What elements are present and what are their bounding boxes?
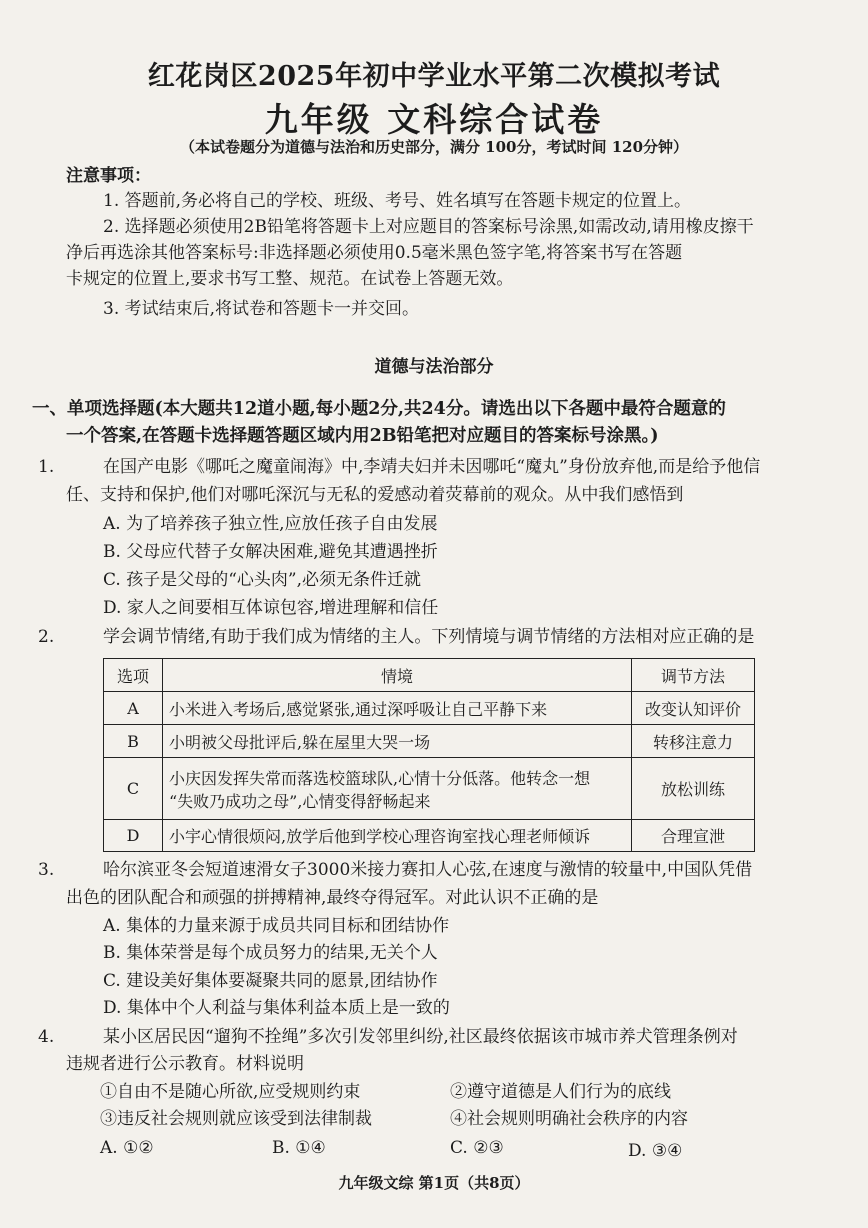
- q2-stem: 学会调节情绪,有助于我们成为情绪的主人。下列情境与调节情绪的方法相对应正确的是: [103, 627, 755, 647]
- q2-number: 2.: [38, 627, 55, 647]
- q2-header-scene: 情境: [163, 659, 632, 692]
- q2-table: [103, 658, 755, 852]
- q1-option-c: C. 孩子是父母的“心头肉”,必须无条件迁就: [103, 570, 421, 590]
- section-title: 道德与法治部分: [374, 357, 494, 377]
- q2-row-c-option: C: [104, 758, 163, 820]
- q4-answer-b: B. ①④: [272, 1138, 326, 1158]
- q1-option-d: D. 家人之间要相互体谅包容,增进理解和信任: [103, 598, 439, 618]
- q4-statement-1: ①自由不是随心所欲,应受规则约束: [100, 1082, 361, 1102]
- q3-option-d: D. 集体中个人利益与集体利益本质上是一致的: [103, 998, 450, 1018]
- q2-row-c-scene-line1: 小庆因发挥失常而落选校篮球队,心情十分低落。他转念一想: [169, 768, 591, 788]
- q1-option-b: B. 父母应代替子女解决困难,避免其遭遇挫折: [103, 542, 438, 562]
- q1-option-a: A. 为了培养孩子独立性,应放任孩子自由发展: [103, 514, 438, 534]
- q3-stem-2: 出色的团队配合和顽强的拼搏精神,最终夺得冠军。对此认识不正确的是: [66, 888, 599, 908]
- q4-answer-d: D. ③④: [628, 1141, 683, 1161]
- q4-statement-2: ②遵守道德是人们行为的底线: [450, 1082, 671, 1102]
- q2-row-b-option: B: [104, 725, 163, 758]
- table-row: [104, 725, 755, 758]
- table-row: [104, 692, 755, 725]
- notice-heading: 注意事项：: [66, 166, 151, 186]
- notice-item-2-cont2: 卡规定的位置上,要求书写工整、规范。在试卷上答题无效。: [66, 269, 514, 289]
- table-row: [104, 758, 755, 820]
- q1-stem-1: 在国产电影《哪吒之魔童闹海》中,李靖夫妇并未因哪吒“魔丸”身份放弃他,而是给予他信: [103, 457, 761, 477]
- q2-row-b-method: 转移注意力: [632, 725, 755, 758]
- q2-row-a-method: 改变认知评价: [632, 692, 755, 725]
- q2-row-d-scene: 小宇心情很烦闷,放学后他到学校心理咨询室找心理老师倾诉: [163, 820, 632, 852]
- notice-item-1: 1. 答题前,务必将自己的学校、班级、考号、姓名填写在答题卡规定的位置上。: [103, 191, 692, 211]
- page-footer: 九年级文综 第1页（共8页）: [338, 1174, 530, 1192]
- q3-option-a: A. 集体的力量来源于成员共同目标和团结协作: [103, 916, 450, 936]
- table-row: [104, 820, 755, 852]
- q4-statement-4: ④社会规则明确社会秩序的内容: [450, 1109, 688, 1129]
- exam-note: （本试卷题分为道德与法治和历史部分，满分 100分，考试时间 120分钟）: [179, 138, 689, 156]
- notice-item-2-cont: 净后再选涂其他答案标号:非选择题必须使用0.5毫米黑色签字笔,将答案书写在答题: [66, 243, 683, 263]
- q2-row-a-scene: 小米进入考场后,感觉紧张,通过深呼吸让自己平静下来: [163, 692, 632, 725]
- q2-row-c-scene-line2: “失败乃成功之母”,心情变得舒畅起来: [169, 791, 431, 811]
- q3-option-c: C. 建设美好集体要凝聚共同的愿景,团结协作: [103, 971, 438, 991]
- q4-answer-c: C. ②③: [450, 1138, 504, 1158]
- exam-subtitle: 九年级 文科综合试卷: [264, 100, 604, 139]
- q2-row-a-option: A: [104, 692, 163, 725]
- part1-instruction-2: 一个答案,在答题卡选择题答题区域内用2B铅笔把对应题目的答案标号涂黑。): [66, 426, 659, 446]
- q1-stem-2: 任、支持和保护,他们对哪吒深沉与无私的爱感动着荧幕前的观众。从中我们感悟到: [66, 485, 684, 505]
- part1-instruction-1: 一、单项选择题(本大题共12道小题,每小题2分,共24分。请选出以下各题中最符合题意的: [32, 399, 726, 419]
- q2-table-header: [104, 659, 755, 692]
- q4-answer-a: A. ①②: [100, 1138, 154, 1158]
- q2-header-method: 调节方法: [632, 659, 755, 692]
- q2-row-d-method: 合理宣泄: [632, 820, 755, 852]
- q4-stem-2: 违规者进行公示教育。材料说明: [66, 1054, 304, 1074]
- q3-stem-1: 哈尔滨亚冬会短道速滑女子3000米接力赛扣人心弦,在速度与激情的较量中,中国队凭借: [103, 860, 753, 880]
- q2-row-d-option: D: [104, 820, 163, 852]
- exam-title: 红花岗区2025年初中学业水平第二次模拟考试: [147, 61, 721, 92]
- q4-number: 4.: [38, 1027, 55, 1047]
- q2-row-b-scene: 小明被父母批评后,躲在屋里大哭一场: [163, 725, 632, 758]
- q2-row-c-scene: [163, 758, 632, 820]
- q4-stem-1: 某小区居民因“遛狗不拴绳”多次引发邻里纠纷,社区最终依据该市城市养犬管理条例对: [103, 1027, 738, 1047]
- q2-row-c-method: 放松训练: [632, 758, 755, 820]
- notice-item-2: 2. 选择题必须使用2B铅笔将答题卡上对应题目的答案标号涂黑,如需改动,请用橡皮擦干: [103, 217, 754, 237]
- notice-item-3: 3. 考试结束后,将试卷和答题卡一并交回。: [103, 299, 420, 319]
- q1-number: 1.: [38, 457, 55, 477]
- q3-option-b: B. 集体荣誉是每个成员努力的结果,无关个人: [103, 943, 438, 963]
- q4-statement-3: ③违反社会规则就应该受到法律制裁: [100, 1109, 372, 1129]
- q3-number: 3.: [38, 860, 55, 880]
- q2-header-option: 选项: [104, 659, 163, 692]
